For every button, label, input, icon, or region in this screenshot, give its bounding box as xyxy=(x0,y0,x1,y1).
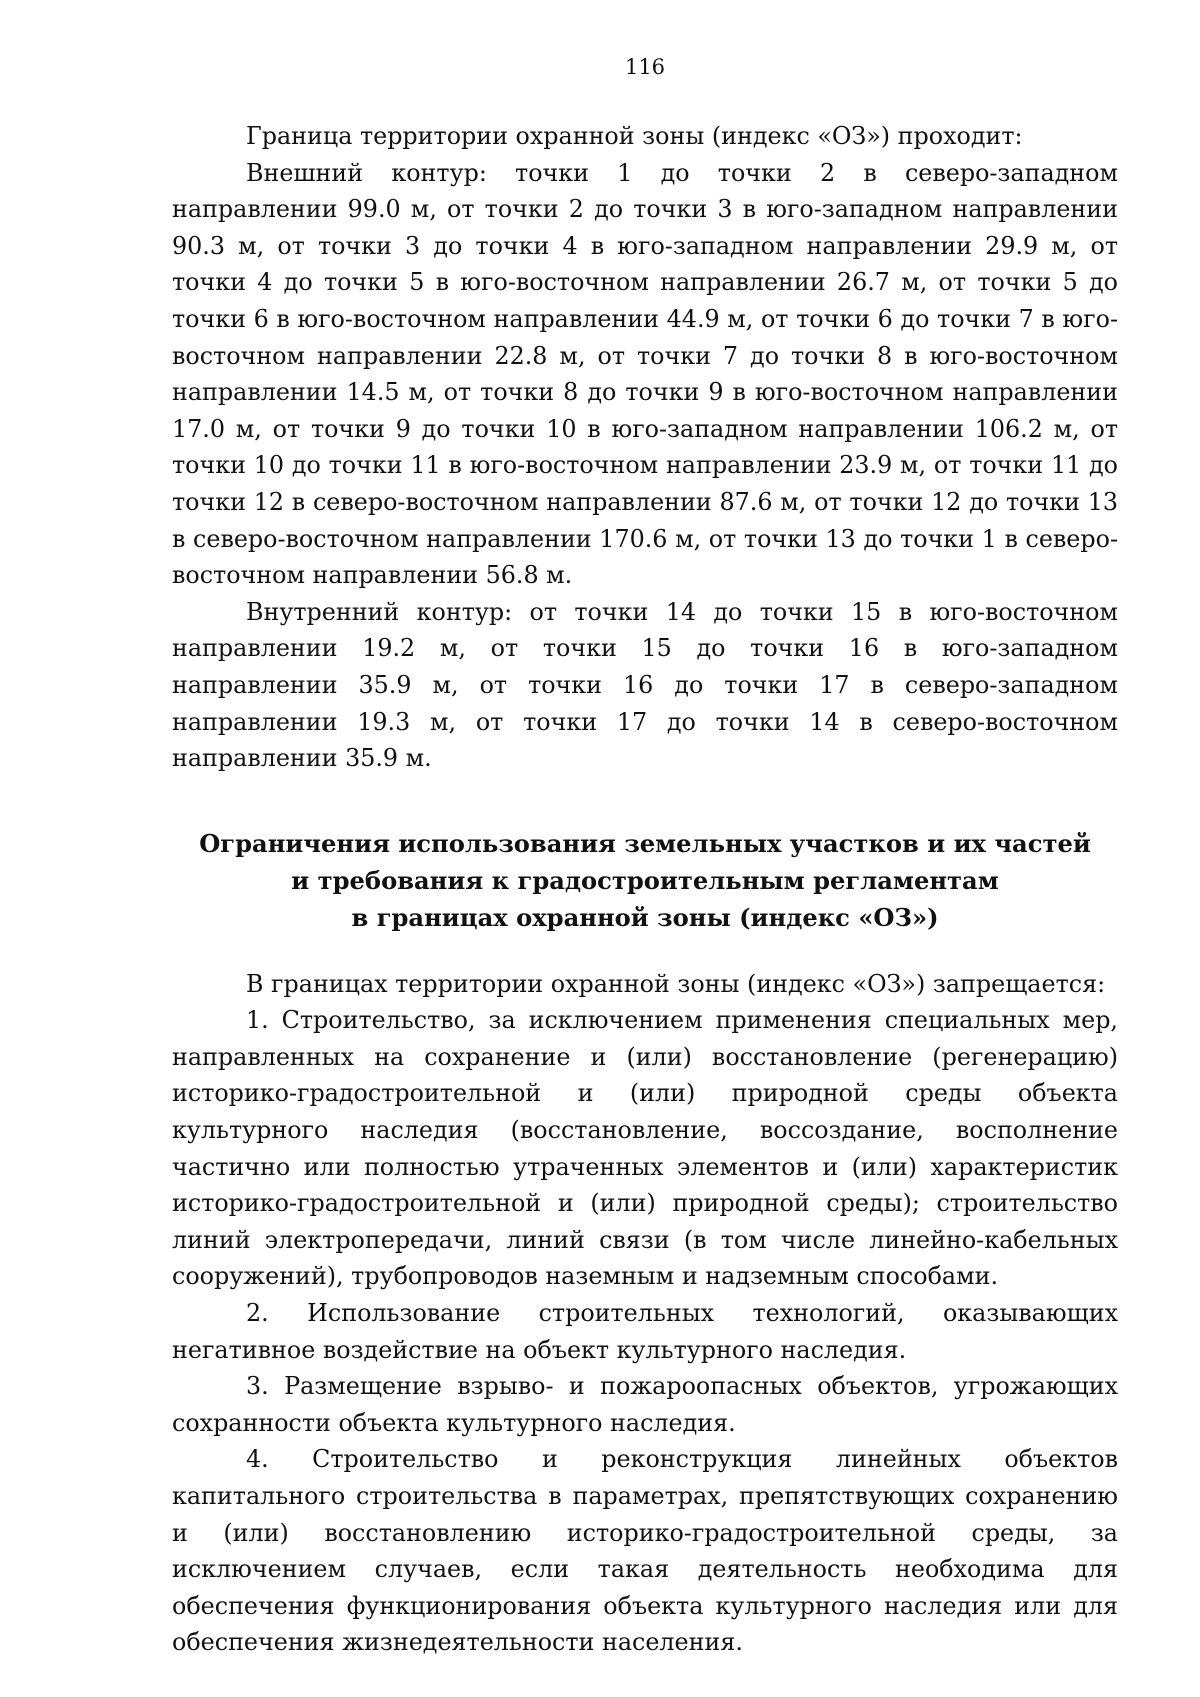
section-heading xyxy=(172,825,1118,936)
boundary-intro-paragraph: Граница территории охранной зоны (индекс «ОЗ») проходит: xyxy=(246,122,1023,150)
page-content xyxy=(172,118,1118,1661)
prohibition-item: 4. Строительство и реконструкция линейных объектов капитального строительства в параметрах, препятствующих сохранению и (или) восстановлению историко-градостроительной среды, за исключением случаев, если такая деятельность необходима для обеспечения функционирования объекта культурного наследия или для обеспечения жизнедеятельности населения. xyxy=(172,1445,1118,1657)
page-number: 116 xyxy=(624,55,666,79)
outer-contour-paragraph: Внешний контур: точки 1 до точки 2 в северо-западном направлении 99.0 м, от точки 2 до точки 3 в юго-западном направлении 90.3 м, от точки 3 до точки 4 в юго-западном направлении 29.9 м, от точки 4 до точки 5 в юго-восточном направлении 26.7 м, от точки 5 до точки 6 в юго-восточном направлении 44.9 м, от точки 6 до точки 7 в юго-восточном направлении 22.8 м, от точки 7 до точки 8 в юго-восточном направлении 14.5 м, от точки 8 до точки 9 в юго-восточном направлении 17.0 м, от точки 9 до точки 10 в юго-западном направлении 106.2 м, от точки 10 до точки 11 в юго-восточном направлении 23.9 м, от точки 11 до точки 12 в северо-восточном направлении 87.6 м, от точки 12 до точки 13 в северо-восточном направлении 170.6 м, от точки 13 до точки 1 в северо-восточном направлении 56.8 м. xyxy=(172,158,1118,590)
inner-contour-paragraph: Внутренний контур: от точки 14 до точки 15 в юго-восточном направлении 19.2 м, от точки 15 до точки 16 в юго-западном направлении 35.9 м, от точки 16 до точки 17 в северо-западном направлении 19.3 м, от точки 17 до точки 14 в северо-восточном направлении 35.9 м. xyxy=(172,597,1118,773)
section-heading-line: и требования к градостроительным регламентам xyxy=(291,865,999,895)
prohibition-item: 1. Строительство, за исключением применения специальных мер, направленных на сохранение и (или) восстановление (регенерацию) историко-градостроительной и (или) природной среды объекта культурного наследия (восстановление, воссоздание, восполнение частично или полностью утраченных элементов и (или) характеристик историко-градостроительной и (или) природной среды); строительство линий электропередачи, линий связи (в том числе линейно-кабельных сооружений), трубопроводов наземным и надземным способами. xyxy=(172,1006,1118,1291)
prohibitions-intro-paragraph: В границах территории охранной зоны (индекс «ОЗ») запрещается: xyxy=(246,969,1106,998)
section-heading-line: Ограничения использования земельных участков и их частей xyxy=(199,828,1091,858)
prohibition-item: 3. Размещение взрыво- и пожароопасных объектов, угрожающих сохранности объекта культурного наследия. xyxy=(172,1372,1118,1437)
section-heading-line: в границах охранной зоны (индекс «ОЗ») xyxy=(351,902,939,932)
prohibition-item: 2. Использование строительных технологий, оказывающих негативное воздействие на объект культурного наследия. xyxy=(172,1299,1118,1364)
